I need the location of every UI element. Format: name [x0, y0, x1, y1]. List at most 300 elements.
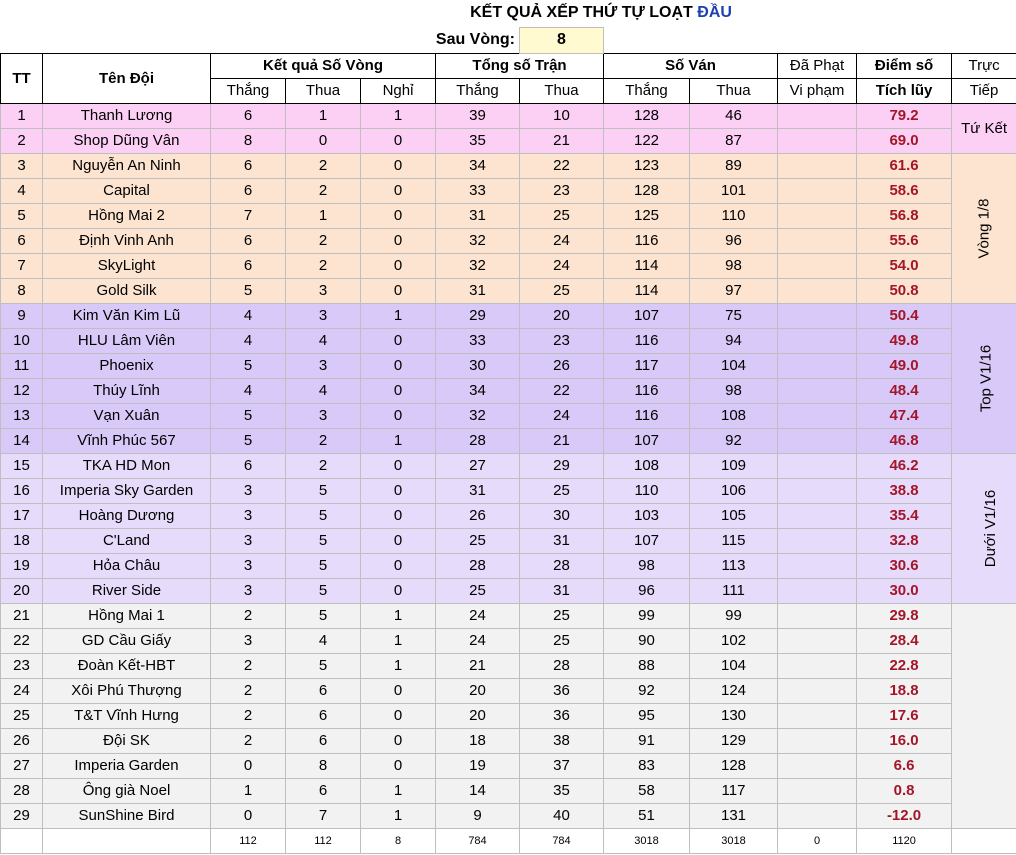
- rl-cell: 3: [286, 278, 361, 303]
- gw-cell: 103: [604, 503, 690, 528]
- table-row: [1, 203, 1016, 228]
- gl-cell: 98: [690, 253, 778, 278]
- title-suffix: ĐẦU: [697, 4, 732, 22]
- group-label-text: Tứ Kết: [961, 119, 1007, 137]
- team-name-cell: Gold Silk: [43, 278, 211, 303]
- header-round-win: Thắng: [211, 78, 286, 103]
- rank-cell: 9: [1, 303, 43, 328]
- score-cell: 38.8: [857, 478, 952, 503]
- gl-cell: 94: [690, 328, 778, 353]
- rank-cell: 1: [1, 103, 43, 128]
- mw-cell: 31: [436, 278, 520, 303]
- rr-cell: 0: [361, 528, 436, 553]
- ml-cell: 31: [520, 528, 604, 553]
- rw-cell: 8: [211, 128, 286, 153]
- mw-cell: 20: [436, 678, 520, 703]
- rank-cell: 29: [1, 803, 43, 828]
- team-name-cell: Hoàng Dương: [43, 503, 211, 528]
- mw-cell: 34: [436, 153, 520, 178]
- rw-cell: 5: [211, 353, 286, 378]
- team-name-cell: Phoenix: [43, 353, 211, 378]
- table-row: [1, 728, 1016, 753]
- gl-cell: 89: [690, 153, 778, 178]
- rr-cell: 0: [361, 728, 436, 753]
- score-cell: 46.8: [857, 428, 952, 453]
- rank-cell: 24: [1, 678, 43, 703]
- pen-cell: [778, 703, 857, 728]
- team-name-cell: Imperia Garden: [43, 753, 211, 778]
- ml-cell: 30: [520, 503, 604, 528]
- rw-cell: 4: [211, 378, 286, 403]
- gl-cell: 115: [690, 528, 778, 553]
- table-row: [1, 703, 1016, 728]
- table-row: [1, 478, 1016, 503]
- mw-cell: 18: [436, 728, 520, 753]
- mw-cell: 24: [436, 603, 520, 628]
- rw-cell: 3: [211, 478, 286, 503]
- rank-cell: 14: [1, 428, 43, 453]
- rank-cell: 4: [1, 178, 43, 203]
- empty-cell: [1, 828, 43, 853]
- score-cell: 0.8: [857, 778, 952, 803]
- ml-cell: 37: [520, 753, 604, 778]
- gw-cell: 51: [604, 803, 690, 828]
- gw-cell: 128: [604, 178, 690, 203]
- pen-cell: [778, 678, 857, 703]
- rank-cell: 23: [1, 653, 43, 678]
- score-cell: 6.6: [857, 753, 952, 778]
- team-name-cell: SkyLight: [43, 253, 211, 278]
- pen-cell: [778, 228, 857, 253]
- group-label-text: Dưới V1/16: [982, 489, 1000, 567]
- team-name-cell: Hỏa Châu: [43, 553, 211, 578]
- ml-cell: 36: [520, 703, 604, 728]
- rr-cell: 0: [361, 328, 436, 353]
- gw-cell: 122: [604, 128, 690, 153]
- pen-cell: [778, 578, 857, 603]
- team-name-cell: Vĩnh Phúc 567: [43, 428, 211, 453]
- gw-cell: 116: [604, 228, 690, 253]
- rw-cell: 6: [211, 153, 286, 178]
- score-cell: 28.4: [857, 628, 952, 653]
- score-cell: 35.4: [857, 503, 952, 528]
- pen-cell: [778, 778, 857, 803]
- rank-cell: 7: [1, 253, 43, 278]
- mw-cell: 24: [436, 628, 520, 653]
- ml-cell: 31: [520, 578, 604, 603]
- team-name-cell: C'Land: [43, 528, 211, 553]
- gl-cell: 96: [690, 228, 778, 253]
- ml-cell: 38: [520, 728, 604, 753]
- ml-cell: 22: [520, 378, 604, 403]
- pen-cell: [778, 328, 857, 353]
- rl-cell: 5: [286, 553, 361, 578]
- rl-cell: 5: [286, 578, 361, 603]
- rl-cell: 5: [286, 653, 361, 678]
- team-name-cell: Capital: [43, 178, 211, 203]
- pen-cell: [778, 728, 857, 753]
- header-game-loss: Thua: [690, 78, 778, 103]
- team-name-cell: T&T Vĩnh Hưng: [43, 703, 211, 728]
- rank-cell: 15: [1, 453, 43, 478]
- gl-cell: 113: [690, 553, 778, 578]
- table-row: [1, 278, 1016, 303]
- pen-cell: [778, 153, 857, 178]
- header-games: Số Ván: [604, 53, 778, 78]
- rank-cell: 5: [1, 203, 43, 228]
- rl-cell: 2: [286, 153, 361, 178]
- gw-cell: 107: [604, 528, 690, 553]
- gl-cell: 110: [690, 203, 778, 228]
- rank-cell: 17: [1, 503, 43, 528]
- pen-cell: [778, 528, 857, 553]
- rl-cell: 7: [286, 803, 361, 828]
- gl-cell: 131: [690, 803, 778, 828]
- gl-cell: 99: [690, 603, 778, 628]
- group-label: [952, 303, 1016, 453]
- rr-cell: 1: [361, 103, 436, 128]
- rr-cell: 0: [361, 478, 436, 503]
- rw-cell: 2: [211, 678, 286, 703]
- rank-cell: 28: [1, 778, 43, 803]
- rl-cell: 6: [286, 778, 361, 803]
- ml-cell: 22: [520, 153, 604, 178]
- rw-cell: 4: [211, 328, 286, 353]
- rw-cell: 3: [211, 528, 286, 553]
- rw-cell: 0: [211, 803, 286, 828]
- pen-cell: [778, 378, 857, 403]
- rl-cell: 2: [286, 178, 361, 203]
- gw-cell: 116: [604, 403, 690, 428]
- header-match-win: Thắng: [436, 78, 520, 103]
- gl-cell: 104: [690, 653, 778, 678]
- rl-cell: 1: [286, 203, 361, 228]
- rr-cell: 0: [361, 353, 436, 378]
- rw-cell: 7: [211, 203, 286, 228]
- rl-cell: 0: [286, 128, 361, 153]
- team-name-cell: Xôi Phú Thượng: [43, 678, 211, 703]
- score-cell: 49.8: [857, 328, 952, 353]
- mw-cell: 39: [436, 103, 520, 128]
- table-row: [1, 528, 1016, 553]
- gl-cell: 101: [690, 178, 778, 203]
- gw-cell: 107: [604, 303, 690, 328]
- pen-cell: [778, 278, 857, 303]
- pen-cell: [778, 503, 857, 528]
- rank-cell: 27: [1, 753, 43, 778]
- mw-cell: 35: [436, 128, 520, 153]
- score-cell: 54.0: [857, 253, 952, 278]
- score-cell: -12.0: [857, 803, 952, 828]
- mw-cell: 19: [436, 753, 520, 778]
- gl-cell: 130: [690, 703, 778, 728]
- total-rw: 112: [211, 828, 286, 853]
- score-cell: 58.6: [857, 178, 952, 203]
- rr-cell: 0: [361, 378, 436, 403]
- rank-cell: 16: [1, 478, 43, 503]
- gw-cell: 114: [604, 253, 690, 278]
- mw-cell: 34: [436, 378, 520, 403]
- rr-cell: 0: [361, 703, 436, 728]
- gw-cell: 116: [604, 328, 690, 353]
- mw-cell: 28: [436, 428, 520, 453]
- mw-cell: 30: [436, 353, 520, 378]
- mw-cell: 25: [436, 578, 520, 603]
- gw-cell: 114: [604, 278, 690, 303]
- table-row: [1, 378, 1016, 403]
- table-row: [1, 403, 1016, 428]
- header-matches: Tổng số Trận: [436, 53, 604, 78]
- table-row: [1, 128, 1016, 153]
- gw-cell: 107: [604, 428, 690, 453]
- rw-cell: 3: [211, 503, 286, 528]
- rl-cell: 2: [286, 453, 361, 478]
- ml-cell: 25: [520, 628, 604, 653]
- header-direct-bottom: Tiếp: [952, 78, 1016, 103]
- pen-cell: [778, 603, 857, 628]
- gw-cell: 116: [604, 378, 690, 403]
- ml-cell: 24: [520, 253, 604, 278]
- team-name-cell: Kim Văn Kim Lũ: [43, 303, 211, 328]
- mw-cell: 32: [436, 228, 520, 253]
- mw-cell: 32: [436, 253, 520, 278]
- ml-cell: 26: [520, 353, 604, 378]
- rr-cell: 0: [361, 128, 436, 153]
- header-penalty-top: Đã Phạt: [778, 53, 857, 78]
- mw-cell: 31: [436, 203, 520, 228]
- table-row: [1, 178, 1016, 203]
- ml-cell: 21: [520, 128, 604, 153]
- rw-cell: 5: [211, 278, 286, 303]
- header-match-loss: Thua: [520, 78, 604, 103]
- pen-cell: [778, 803, 857, 828]
- pen-cell: [778, 203, 857, 228]
- gl-cell: 75: [690, 303, 778, 328]
- round-label: Sau Vòng:: [435, 30, 515, 48]
- rw-cell: 6: [211, 228, 286, 253]
- team-name-cell: Hồng Mai 2: [43, 203, 211, 228]
- total-ml: 784: [520, 828, 604, 853]
- team-name-cell: Hồng Mai 1: [43, 603, 211, 628]
- rw-cell: 2: [211, 603, 286, 628]
- rl-cell: 5: [286, 478, 361, 503]
- ml-cell: 24: [520, 403, 604, 428]
- rl-cell: 3: [286, 303, 361, 328]
- gw-cell: 117: [604, 353, 690, 378]
- rr-cell: 0: [361, 253, 436, 278]
- total-rr: 8: [361, 828, 436, 853]
- rw-cell: 6: [211, 178, 286, 203]
- team-name-cell: Định Vinh Anh: [43, 228, 211, 253]
- rr-cell: 0: [361, 753, 436, 778]
- table-row: [1, 353, 1016, 378]
- rank-cell: 26: [1, 728, 43, 753]
- score-cell: 55.6: [857, 228, 952, 253]
- ml-cell: 35: [520, 778, 604, 803]
- header-penalty-bottom: Vi phạm: [778, 78, 857, 103]
- score-cell: 29.8: [857, 603, 952, 628]
- team-name-cell: Shop Dũng Vân: [43, 128, 211, 153]
- rr-cell: 0: [361, 178, 436, 203]
- rw-cell: 2: [211, 703, 286, 728]
- table-row: [1, 753, 1016, 778]
- pen-cell: [778, 453, 857, 478]
- ml-cell: 24: [520, 228, 604, 253]
- rr-cell: 0: [361, 228, 436, 253]
- table-row: [1, 153, 1016, 178]
- rank-cell: 25: [1, 703, 43, 728]
- table-row: [1, 303, 1016, 328]
- team-name-cell: Nguyễn An Ninh: [43, 153, 211, 178]
- gw-cell: 123: [604, 153, 690, 178]
- empty-cell: [43, 828, 211, 853]
- total-mw: 784: [436, 828, 520, 853]
- gw-cell: 83: [604, 753, 690, 778]
- gw-cell: 91: [604, 728, 690, 753]
- rr-cell: 1: [361, 428, 436, 453]
- rank-cell: 21: [1, 603, 43, 628]
- rank-cell: 19: [1, 553, 43, 578]
- rl-cell: 5: [286, 503, 361, 528]
- mw-cell: 14: [436, 778, 520, 803]
- table-row: [1, 328, 1016, 353]
- rw-cell: 6: [211, 453, 286, 478]
- rl-cell: 3: [286, 403, 361, 428]
- score-cell: 48.4: [857, 378, 952, 403]
- rl-cell: 2: [286, 228, 361, 253]
- header-team: Tên Đội: [43, 53, 211, 103]
- team-name-cell: River Side: [43, 578, 211, 603]
- rr-cell: 1: [361, 778, 436, 803]
- rank-cell: 18: [1, 528, 43, 553]
- score-cell: 30.0: [857, 578, 952, 603]
- total-score: 1120: [857, 828, 952, 853]
- rl-cell: 4: [286, 378, 361, 403]
- rr-cell: 0: [361, 203, 436, 228]
- team-name-cell: Thanh Lương: [43, 103, 211, 128]
- gl-cell: 98: [690, 378, 778, 403]
- gw-cell: 92: [604, 678, 690, 703]
- ml-cell: 20: [520, 303, 604, 328]
- rw-cell: 2: [211, 653, 286, 678]
- group-label-text: Vòng 1/8: [975, 197, 993, 259]
- mw-cell: 26: [436, 503, 520, 528]
- mw-cell: 21: [436, 653, 520, 678]
- rl-cell: 8: [286, 753, 361, 778]
- rank-cell: 22: [1, 628, 43, 653]
- score-cell: 46.2: [857, 453, 952, 478]
- pen-cell: [778, 753, 857, 778]
- rr-cell: 0: [361, 278, 436, 303]
- table-row: [1, 778, 1016, 803]
- gl-cell: 128: [690, 753, 778, 778]
- score-cell: 22.8: [857, 653, 952, 678]
- gl-cell: 111: [690, 578, 778, 603]
- ml-cell: 36: [520, 678, 604, 703]
- pen-cell: [778, 303, 857, 328]
- rl-cell: 6: [286, 678, 361, 703]
- mw-cell: 32: [436, 403, 520, 428]
- table-row: [1, 803, 1016, 828]
- rw-cell: 3: [211, 553, 286, 578]
- group-label: [952, 153, 1016, 303]
- score-cell: 79.2: [857, 103, 952, 128]
- score-cell: 61.6: [857, 153, 952, 178]
- header-score-bottom: Tích lũy: [857, 78, 952, 103]
- gw-cell: 125: [604, 203, 690, 228]
- gw-cell: 88: [604, 653, 690, 678]
- gw-cell: 99: [604, 603, 690, 628]
- gl-cell: 92: [690, 428, 778, 453]
- mw-cell: 27: [436, 453, 520, 478]
- gw-cell: 128: [604, 103, 690, 128]
- rl-cell: 1: [286, 103, 361, 128]
- team-name-cell: HLU Lâm Viên: [43, 328, 211, 353]
- rw-cell: 2: [211, 728, 286, 753]
- gl-cell: 46: [690, 103, 778, 128]
- team-name-cell: Đoàn Kết-HBT: [43, 653, 211, 678]
- team-name-cell: Vạn Xuân: [43, 403, 211, 428]
- gw-cell: 96: [604, 578, 690, 603]
- pen-cell: [778, 653, 857, 678]
- gw-cell: 58: [604, 778, 690, 803]
- rw-cell: 6: [211, 103, 286, 128]
- team-name-cell: Đội SK: [43, 728, 211, 753]
- ml-cell: 10: [520, 103, 604, 128]
- rl-cell: 4: [286, 328, 361, 353]
- team-name-cell: SunShine Bird: [43, 803, 211, 828]
- rank-cell: 11: [1, 353, 43, 378]
- total-gw: 3018: [604, 828, 690, 853]
- table-row: [1, 578, 1016, 603]
- team-name-cell: Imperia Sky Garden: [43, 478, 211, 503]
- header-score-top: Điểm số: [857, 53, 952, 78]
- score-cell: 18.8: [857, 678, 952, 703]
- pen-cell: [778, 128, 857, 153]
- mw-cell: 28: [436, 553, 520, 578]
- pen-cell: [778, 103, 857, 128]
- ml-cell: 25: [520, 603, 604, 628]
- mw-cell: 20: [436, 703, 520, 728]
- rl-cell: 3: [286, 353, 361, 378]
- gl-cell: 106: [690, 478, 778, 503]
- rr-cell: 0: [361, 453, 436, 478]
- table-row: [1, 428, 1016, 453]
- ml-cell: 28: [520, 553, 604, 578]
- table-row: [1, 453, 1016, 478]
- pen-cell: [778, 553, 857, 578]
- team-name-cell: Ông già Noel: [43, 778, 211, 803]
- rl-cell: 5: [286, 528, 361, 553]
- rank-cell: 8: [1, 278, 43, 303]
- round-value[interactable]: 8: [520, 27, 604, 53]
- rank-cell: 13: [1, 403, 43, 428]
- rank-cell: 20: [1, 578, 43, 603]
- gl-cell: 117: [690, 778, 778, 803]
- table-row: [1, 103, 1016, 128]
- rr-cell: 0: [361, 553, 436, 578]
- gw-cell: 95: [604, 703, 690, 728]
- mw-cell: 33: [436, 178, 520, 203]
- title-prefix: KẾT QUẢ XẾP THỨ TỰ LOẠT: [470, 4, 693, 22]
- gl-cell: 109: [690, 453, 778, 478]
- rank-cell: 6: [1, 228, 43, 253]
- rr-cell: 1: [361, 628, 436, 653]
- table-row: [1, 653, 1016, 678]
- ml-cell: 23: [520, 178, 604, 203]
- header-rounds: Kết quả Số Vòng: [211, 53, 436, 78]
- ml-cell: 21: [520, 428, 604, 453]
